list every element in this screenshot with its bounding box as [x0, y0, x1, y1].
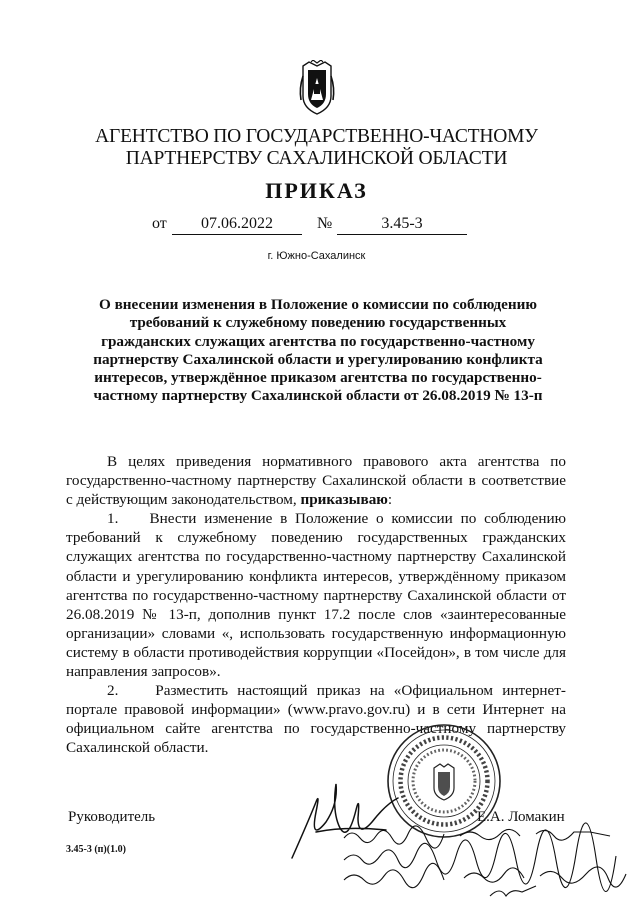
signatory-name: Е.А. Ломакин: [477, 809, 565, 825]
signatory-role: Руководитель: [68, 809, 156, 825]
preamble-end: :: [387, 491, 393, 509]
preamble-paragraph: [66, 452, 566, 509]
city-of-issue: г. Южно-Сахалинск: [267, 250, 366, 262]
order-item-1: 1. Внести изменение в Положение о комиссии по соблюдению требований к служебному поведению государственных гражданских служащих агентства по государственно-частному партнерству Сахалинской области и урегулированию конфликта интересов, утверждённому приказом агентства по государственно-частному партнерству Сахалинской области от 26.08.2019 № 13-п, дополнив пункт 17.2 после слов «заинтересованные организации» словами «, использовать государственную информационную систему в области противодействия коррупции «Посейдон», в том числе для направления запросов».: [66, 510, 566, 681]
order-number: 3.45-3: [337, 215, 467, 235]
coat-of-arms-icon: [297, 60, 337, 116]
date-prefix: от: [152, 215, 167, 232]
number-prefix: №: [317, 215, 333, 232]
agency-name: [0, 126, 633, 170]
handwritten-certification-note-icon: [340, 820, 630, 902]
order-date: 07.06.2022: [172, 215, 302, 235]
order-subject: О внесении изменения в Положение о комиссии по соблюдению требований к служебному поведению государственных гражданских служащих агентства по государственно-частному партнерству Сахалинской области и урегулированию конфликта интересов, утверждённое приказом агентства по государственно-частному партнерству Сахалинской области от 26.08.2019 № 13-п: [93, 296, 543, 405]
order-word: приказываю: [300, 491, 388, 509]
order-item-2: 2. Разместить настоящий приказ на «Официальном интернет-портале правовой информации» (www.pravo.gov.ru) и в сети Интернет на официальном сайте агентства по государственно-частному партнерству Сахалинской области.: [66, 682, 566, 757]
document-reference: 3.45-3 (п)(1.0): [66, 844, 126, 855]
agency-name-line-1: АГЕНТСТВО ПО ГОСУДАРСТВЕННО-ЧАСТНОМУ: [95, 126, 538, 147]
document-type-title: ПРИКАЗ: [265, 178, 368, 203]
order-body: [66, 452, 566, 758]
agency-name-line-2: ПАРТНЕРСТВУ САХАЛИНСКОЙ ОБЛАСТИ: [125, 148, 508, 169]
preamble-text: В целях приведения нормативного правового акта агентства по государственно-частному партнерству Сахалинской области в соответствие с действующим законодательством,: [66, 453, 566, 509]
